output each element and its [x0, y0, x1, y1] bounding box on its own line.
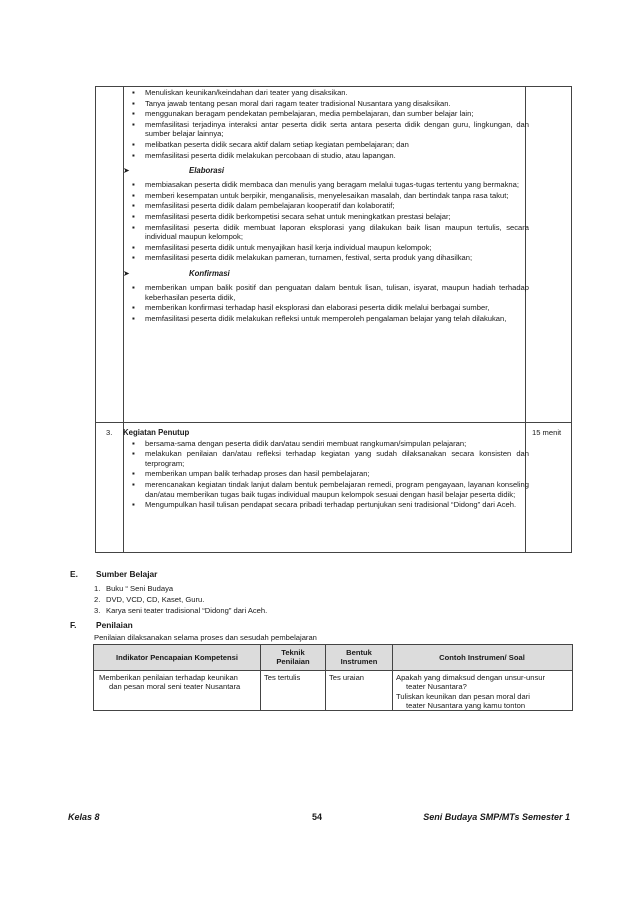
- list-item: [94, 583, 267, 594]
- konfirmasi-heading: [123, 269, 529, 281]
- list-item: ▪ memfasilitasi peserta didik untuk menyajikan hasil kerja individual maupun kelompok;: [123, 243, 529, 253]
- open-activity-list: [123, 88, 529, 160]
- example-cell: [396, 673, 546, 711]
- section-letter: F.: [70, 620, 77, 630]
- list-item: ▪ merencanakan kegiatan tindak lanjut dalam bentuk pembelajaran remedi, program pengayaan, layanan konseling dan/atau memberikan tugas baik tugas individual maupun kelompok sesuai dengan hasil belajar peserta didik;: [123, 480, 529, 499]
- footer-book-title: Seni Budaya SMP/MTs Semester 1: [423, 812, 570, 822]
- technique-cell: Tes tertulis: [264, 673, 301, 682]
- list-item: ▪ Tanya jawab tentang pesan moral dari ragam teater tradisional Nusantara yang disaksikan.: [123, 99, 529, 109]
- arrow-bullet-icon: ➤: [123, 268, 130, 278]
- list-item: ▪ Menuliskan keunikan/keindahan dari teater yang disaksikan.: [123, 88, 529, 98]
- list-item: ▪ memfasilitasi peserta didik berkompetisi secara sehat untuk meningkatkan prestasi belajar;: [123, 212, 529, 222]
- table-column-divider: [325, 645, 326, 710]
- list-item: ▪ melibatkan peserta didik secara aktif dalam setiap kegiatan pembelajaran; dan: [123, 140, 529, 150]
- list-item: [94, 594, 267, 605]
- list-item: ▪ membiasakan peserta didik membaca dan menulis yang beragam melalui tugas-tugas tertentu yang bermakna;: [123, 180, 529, 190]
- list-item: [94, 605, 267, 616]
- elaborasi-title: Elaborasi: [189, 166, 225, 176]
- table-column-divider: [260, 645, 261, 710]
- closing-list: [123, 439, 529, 510]
- list-item: ▪ memfasilitasi peserta didik dalam pembelajaran kooperatif dan kolaboratif;: [123, 201, 529, 211]
- page-number: 54: [312, 812, 323, 822]
- indicator-text: Memberikan penilaian terhadap keunikan dan pesan moral seni teater Nusantara: [99, 673, 241, 692]
- section-letter: E.: [70, 569, 78, 579]
- assessment-table: [93, 644, 573, 711]
- section-title: Sumber Belajar: [96, 569, 158, 579]
- elaborasi-heading: [123, 166, 529, 178]
- table-row-divider: [94, 670, 572, 671]
- arrow-bullet-icon: ➤: [123, 166, 130, 176]
- list-item: ▪ bersama-sama dengan peserta didik dan/atau sendiri membuat rangkuman/simpulan pelajaran;: [123, 439, 529, 449]
- closing-duration: 15 menit: [532, 428, 562, 437]
- list-text: Karya seni teater tradisional “Didong” dari Aceh.: [106, 606, 268, 616]
- closing-title: Kegiatan Penutup: [123, 428, 190, 437]
- indicator-cell: [99, 673, 249, 692]
- list-number: 2.: [94, 595, 101, 605]
- header-indicator: Indikator Pencapaian Kompetensi: [116, 653, 238, 662]
- list-item: ▪ memberikan umpan balik positif dan penguatan dalam bentuk lisan, tulisan, isyarat, maupun hadiah terhadap keberhasilan peserta didik,: [123, 283, 529, 302]
- konfirmasi-list: [123, 283, 529, 323]
- section-title: Penilaian: [96, 620, 133, 630]
- list-item: ▪ memberi kesempatan untuk berpikir, menganalisis, menyelesaikan masalah, dan bertindak tanpa rasa takut;: [123, 191, 529, 201]
- konfirmasi-title: Konfirmasi: [189, 268, 230, 278]
- list-number: 1.: [94, 584, 101, 593]
- footer-class: Kelas 8: [68, 812, 100, 822]
- example-question: Apakah yang dimaksud dengan unsur-unsur teater Nusantara?: [396, 673, 546, 692]
- form-cell: Tes uraian: [329, 673, 365, 682]
- list-item: ▪ memfasilitasi terjadinya interaksi antar peserta didik serta antara peserta didik dengan guru, lingkungan, dan sumber belajar lainnya;: [123, 120, 529, 139]
- header-technique: Teknik Penilaian: [276, 648, 310, 666]
- closing-row-number: 3.: [106, 428, 113, 437]
- example-question: Tuliskan keunikan dan pesan moral dari teater Nusantara yang kamu tonton: [396, 691, 530, 711]
- list-item: ▪ memfasilitasi peserta didik membuat laporan eksplorasi yang dilakukan baik lisan maupun tertulis, secara individual maupun kelompok;: [123, 223, 529, 242]
- header-form: Bentuk Instrumen: [340, 648, 378, 666]
- table-row-divider: [96, 422, 571, 423]
- list-number: 3.: [94, 606, 101, 616]
- list-item: ▪ Mengumpulkan hasil tulisan pendapat secara pribadi terhadap pertunjukan seni tradisional “Didong” dari Aceh.: [123, 500, 529, 510]
- list-item: ▪ memberikan umpan balik terhadap proses dan hasil pembelajaran;: [123, 469, 529, 479]
- list-item: ▪ menggunakan beragam pendekatan pembelajaran, media pembelajaran, dan sumber belajar lain;: [123, 109, 529, 119]
- activity-content: [123, 88, 529, 324]
- list-text: DVD, VCD, CD, Kaset, Guru.: [106, 595, 205, 605]
- learning-sources-list: [94, 583, 267, 617]
- list-item: ▪ melakukan penilaian dan/atau refleksi terhadap kegiatan yang sudah dilaksanakan secara konsisten dan terprogram;: [123, 449, 529, 468]
- closing-content: [123, 428, 529, 511]
- elaborasi-list: [123, 180, 529, 263]
- assessment-intro: Penilaian dilaksanakan selama proses dan sesudah pembelajaran: [94, 633, 317, 642]
- header-example: Contoh Instrumen/ Soal: [439, 653, 525, 662]
- list-item: ▪ memfasilitasi peserta didik melakukan pameran, turnamen, festival, serta produk yang dihasilkan;: [123, 253, 529, 263]
- list-item: ▪ memfasilitasi peserta didik melakukan refleksi untuk memperoleh pengalaman belajar yang telah dilakukan,: [123, 314, 529, 324]
- list-text: Buku “ Seni Budaya: [106, 584, 174, 593]
- list-item: ▪ memfasilitasi peserta didik melakukan percobaan di studio, atau lapangan.: [123, 151, 529, 161]
- list-item: ▪ memberikan konfirmasi terhadap hasil eksplorasi dan elaborasi peserta didik melalui berbagai sumber,: [123, 303, 529, 313]
